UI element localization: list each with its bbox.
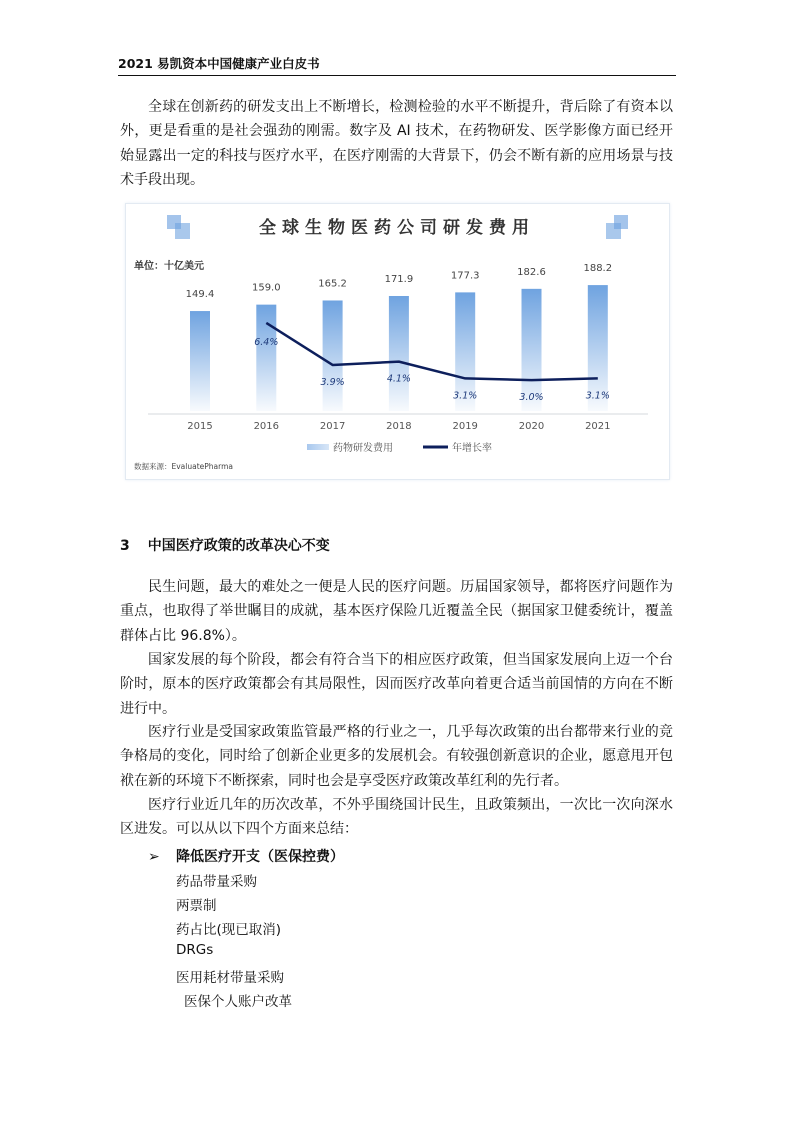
section-number: 3	[120, 538, 130, 554]
bar-value-label: 159.0	[251, 282, 281, 294]
arrow-bullet-icon: ➢	[148, 849, 160, 865]
bar-value-label: 182.6	[517, 266, 546, 278]
growth-rate-line	[266, 323, 598, 380]
list-item: 医保个人账户改革	[184, 994, 292, 1010]
paragraph: 医疗行业近几年的历次改革，不外乎围绕国计民生，且政策频出，一次比一次向深水区进发。可以从以下四个方面来总结：	[120, 797, 673, 838]
bar-value-label: 171.9	[384, 273, 414, 285]
x-tick-label: 2016	[253, 421, 280, 432]
corner-decoration-left-icon	[167, 215, 190, 239]
bar-2015	[190, 311, 210, 411]
paragraph: 国家发展的每个阶段，都会有符合当下的相应医疗政策，但当国家发展向上迈一个台阶时，原本的医疗政策都会有其局限性，因而医疗改革向着更合适当前国情的方向在不断进行中。	[120, 652, 673, 717]
growth-rate-label: 3.1%	[453, 390, 478, 402]
bar-2016	[254, 305, 279, 411]
section-title: 中国医疗政策的改革决心不变	[147, 538, 330, 554]
section-heading	[120, 535, 330, 555]
unit-label: 单位：十亿美元	[134, 261, 204, 272]
chart-source: 数据来源：EvaluatePharma	[134, 462, 233, 471]
corner-decoration-right-icon	[606, 215, 628, 239]
legend-bar-swatch	[307, 444, 329, 450]
rd-expense-chart	[125, 203, 670, 480]
legend-line-label: 年增长率	[452, 443, 492, 454]
bar-2017	[320, 300, 345, 411]
chart-title: 全球生物医药公司研发费用	[259, 218, 535, 238]
x-tick-label: 2019	[452, 421, 478, 432]
growth-rate-label: 3.1%	[585, 390, 610, 402]
list-item: 医用耗材带量采购	[176, 970, 284, 986]
legend-bar-label: 药物研发费用	[333, 443, 393, 454]
x-tick-label: 2021	[585, 421, 611, 432]
x-tick-label: 2018	[386, 421, 412, 432]
growth-rate-label: 4.1%	[386, 373, 411, 385]
bar-2018	[386, 296, 411, 411]
bar-value-label: 177.3	[450, 270, 480, 282]
x-tick-label: 2017	[319, 421, 346, 432]
bar-value-label: 165.2	[318, 278, 347, 290]
chart-canvas	[126, 204, 669, 479]
x-tick-label: 2020	[518, 421, 545, 432]
x-tick-label: 2015	[187, 421, 213, 432]
intro-paragraph: 全球在创新药的研发支出上不断增长，检测检验的水平不断提升，背后除了有资本以外，更是看重的是社会强劲的刚需。数字及 AI 技术，在药物研发、医学影像方面已经开始显露出一定的科技与医疗水平，在医疗刚需的大背景下，仍会不断有新的应用场景与技术手段出现。	[120, 99, 673, 188]
paragraph: 医疗行业是受国家政策监管最严格的行业之一，几乎每次政策的出台都带来行业的竞争格局的变化，同时给了创新企业更多的发展机会。有较强创新意识的企业，愿意甩开包袱在新的环境下不断探索，同时也会是享受医疗政策改革红利的先行者。	[120, 724, 673, 789]
list-item: 药占比(现已取消)	[176, 922, 282, 938]
list-item: 药品带量采购	[176, 874, 257, 890]
list-item: DRGs	[176, 942, 214, 958]
growth-rate-label: 3.0%	[519, 392, 544, 404]
legend	[307, 441, 492, 454]
page-header: 2021 易凯资本中国健康产业白皮书	[118, 54, 676, 76]
bar-value-label: 188.2	[583, 263, 613, 275]
bullet-heading	[148, 846, 344, 866]
bar-value-label: 149.4	[185, 289, 215, 301]
growth-rate-label: 6.4%	[254, 336, 279, 348]
growth-rate-label: 3.9%	[320, 376, 345, 388]
paragraph: 民生问题，最大的难处之一便是人民的医疗问题。历届国家领导，都将医疗问题作为重点，也取得了举世瞩目的成就，基本医疗保险几近覆盖全民（据国家卫健委统计，覆盖群体占比 96.8%）。	[120, 579, 673, 644]
bullet-title: 降低医疗开支（医保控费）	[176, 849, 344, 865]
list-item: 两票制	[176, 898, 217, 914]
